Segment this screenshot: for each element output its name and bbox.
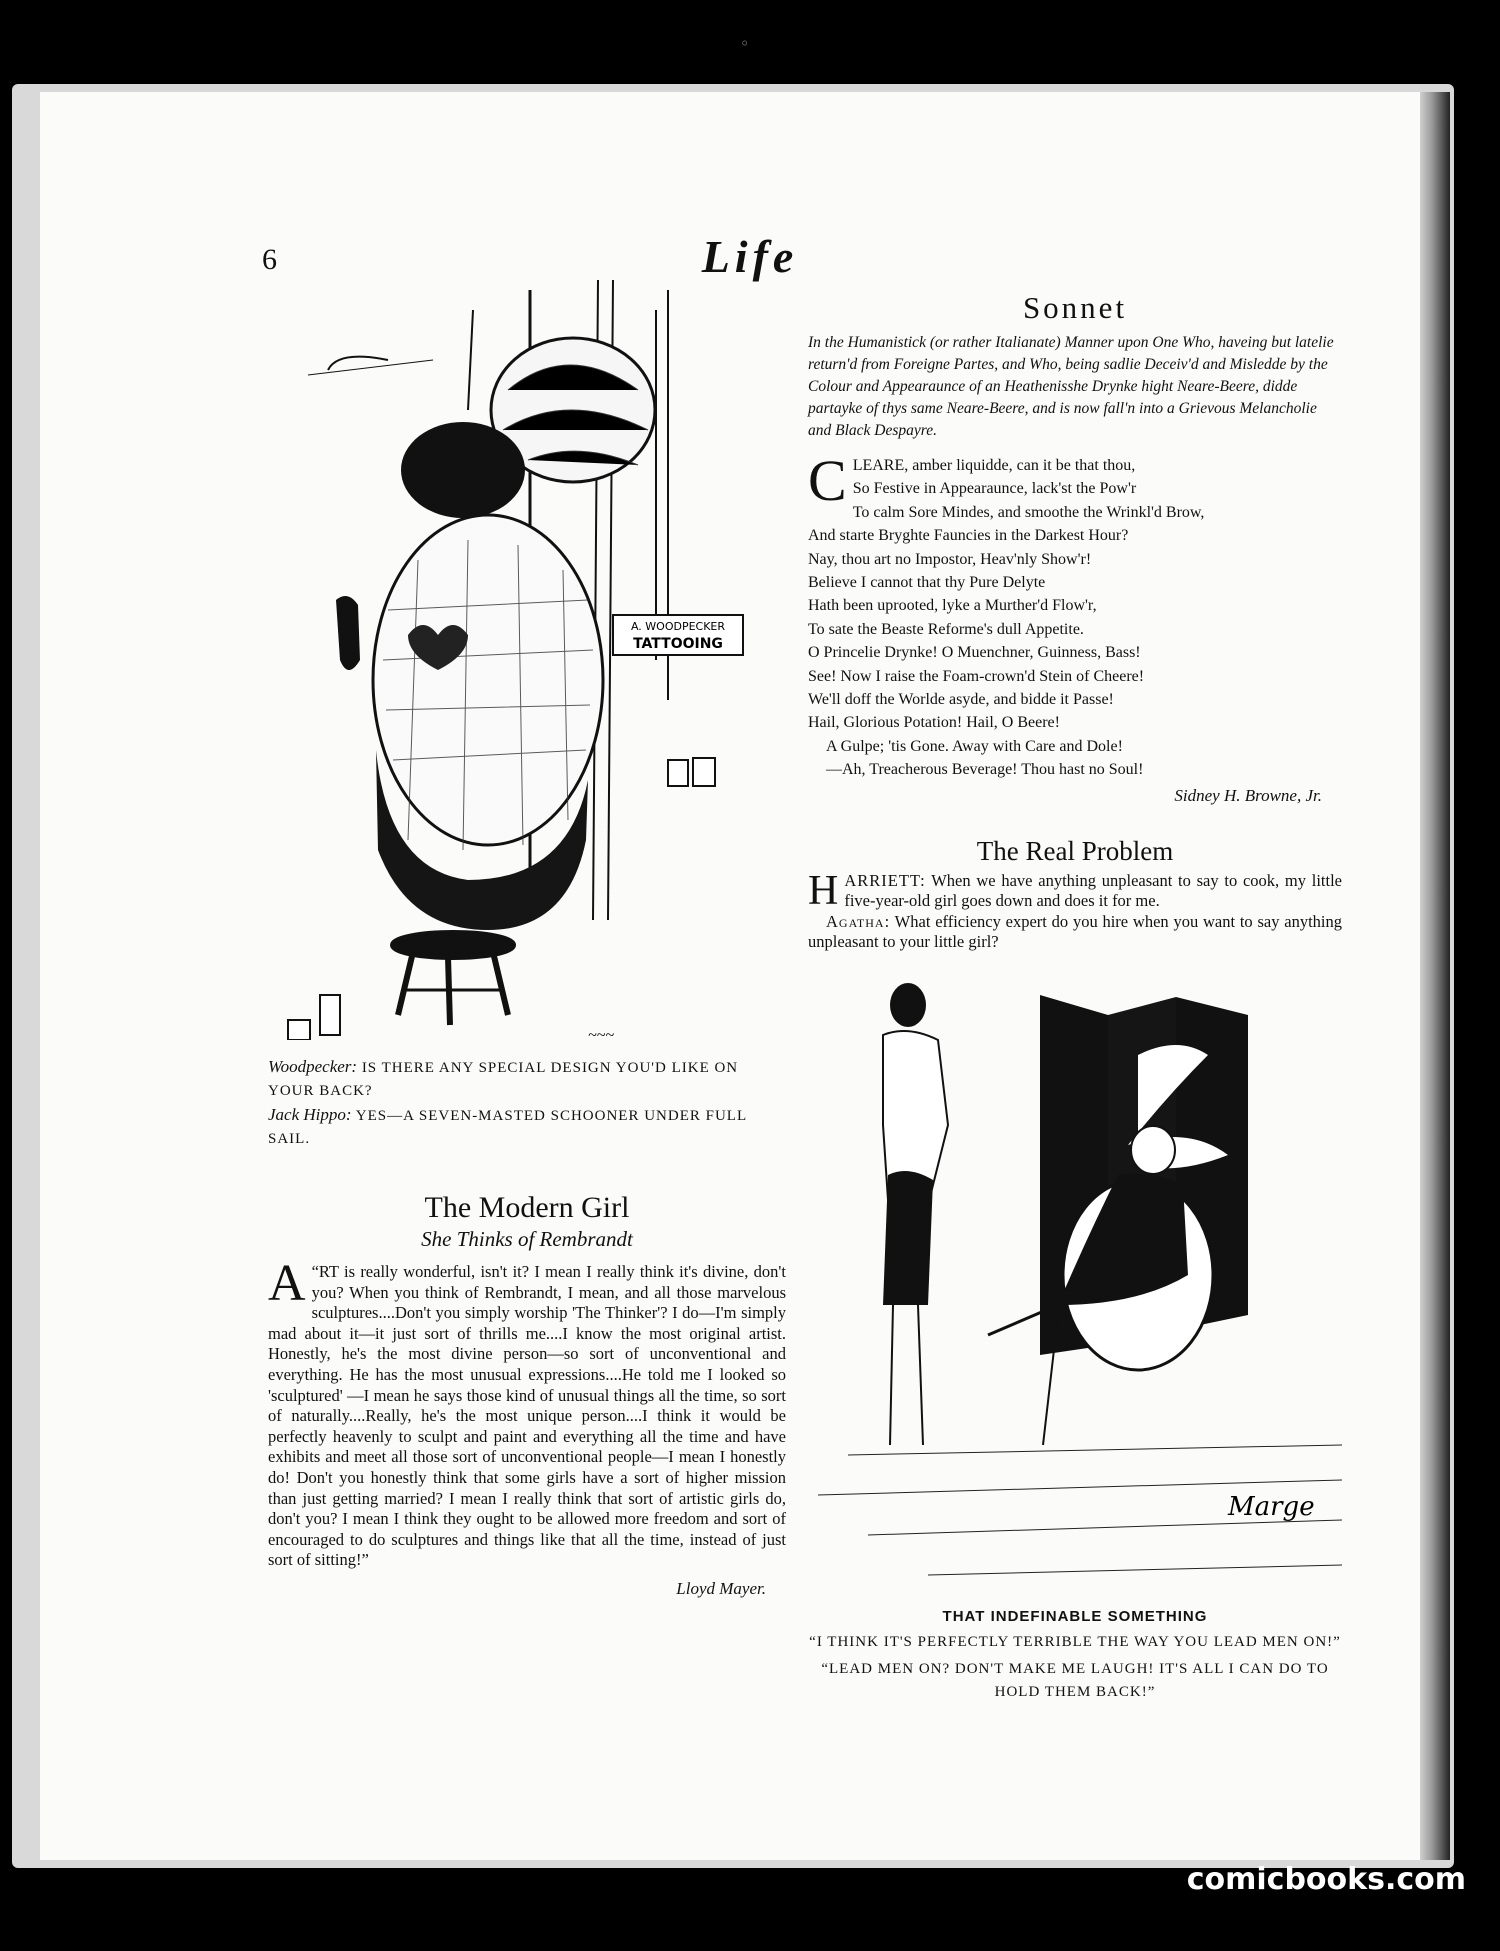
scan-mark: ◦ [740,34,750,53]
page-number: 6 [262,243,277,276]
drop-cap: C [808,448,847,513]
left-column [268,280,786,1599]
sonnet-intro: In the Humanistick (or rather Italianate) Manner upon One Who, haveing but latelie return'd from Foreigne Partes, and Who, being sadlie Deceiv'd and Misledde by the Colour and Appearaunce of an Heathenisshe Drynke hight Neare-Beere, didde partayke of thys same Neare-Beere, and is now fall'n into a Grievous Melancholie and Black Despayre. [808,334,1334,439]
article-body: “ A RT is really wonderful, isn't it? I mean I really think it's divine, don't you? When you think of Rembrandt, I mean, and all those marvelous sculptures....Don't you simply worship 'The Thinker'? I do—I'm simply mad about it—it just sort of thrills me....I know the most original artist. Honestly, he's the most divine person—so sort of unconventional and everything. He has the most unusual expressions....He told me I looked so 'sculptured' —I mean he says those kind of unusual things all the time, so sort of naturally....Really, he's the most unique person....I think it would be perfectly heavenly to sculpt and paint and everything all the time and have exhibits and meet all those sort of unconventional people—I mean I honestly do! Don't you honestly think that some girls have a sort of higher mission than just getting married? I mean I really think that sort of artistic girls do, don't you? I mean I think they ought to be allowed more freedom and sort of encouraged to do sculptures and things like that all the time, instead of just sort of sitting!” [268,1255,786,1570]
cartoon-line-2: “LEAD MEN ON? DON'T MAKE ME LAUGH! IT'S ALL I CAN DO TO HOLD THEM BACK!” [821,1661,1329,1701]
modern-girl-article [268,1191,786,1599]
hippo-cartoon [268,280,786,1040]
svg-text:TATTOOING: TATTOOING [633,636,723,652]
real-problem-reply: Agatha: What efficiency expert do you hire when you want to say anything unpleasant to your little girl? [808,911,1342,952]
sonnet-poem: C LEARE, amber liquidde, can it be that thou, So Festive in Appearaunce, lack'st the Pow'r To calm Sore Mindes, and smoothe the Wrinkl'd Brow, And starte Bryghte Fauncies in the Darkest Hour? Nay, thou art no Impostor, Heav'nly Show'r! Believe I cannot that thy Pure Delyte Hath been uprooted, lyke a Murther'd Flow'r, To sate the Beaste Reforme's dull Appetite. O Princelie Drynke! O Muenchner, Guinness, Bass! See! Now I raise the Foam-crown'd Stein of Cheere! We'll doff the Worlde asyde, and bidde it Passe! Hail, Glorious Potation! Hail, O Beere! A Gulpe; 'tis Gone. Away with Care and Dole! —Ah, Treacherous Beverage! Thou hast no Soul! [808,448,1205,779]
caption-line-woodpecker: Woodpecker: IS THERE ANY SPECIAL DESIGN YOU'D LIKE ON YOUR BACK? [268,1057,739,1099]
caption-line-hippo: Jack Hippo: YES—A SEVEN-MASTED SCHOONER UNDER FULL SAIL. [268,1105,747,1147]
page-binding [1420,92,1450,1860]
masthead: Life [701,231,799,282]
cartoon-title: THAT INDEFINABLE SOMETHING [942,1608,1208,1626]
tattoo-sign: A. WOODPECKER [630,620,726,633]
flapper-cartoon [808,975,1342,1595]
article-subtitle: She Thinks of Rembrandt [421,1227,633,1251]
article-title: The Modern Girl [424,1191,630,1224]
hippo-caption [268,1055,776,1151]
cartoon-line-1: “I THINK IT'S PERFECTLY TERRIBLE THE WAY YOU LEAD MEN ON!” [809,1634,1341,1651]
right-column [808,290,1342,1704]
article-author: Lloyd Mayer. [676,1578,766,1598]
sonnet-author: Sidney H. Browne, Jr. [1174,785,1322,805]
flapper-caption [808,1608,1342,1704]
real-problem-body: HARRIETT: When we have anything unpleasant to say to cook, my little five-year-old girl goes down and does it for me. [808,867,1342,914]
drop-cap: A [268,1255,306,1312]
artist-signature: ~~~ [588,1027,614,1040]
real-problem-title: The Real Problem [976,835,1174,866]
watermark: comicbooks.com [1186,1862,1466,1897]
cartoon-signature: Marge [1228,1492,1315,1523]
sonnet-title: Sonnet [1022,290,1128,325]
